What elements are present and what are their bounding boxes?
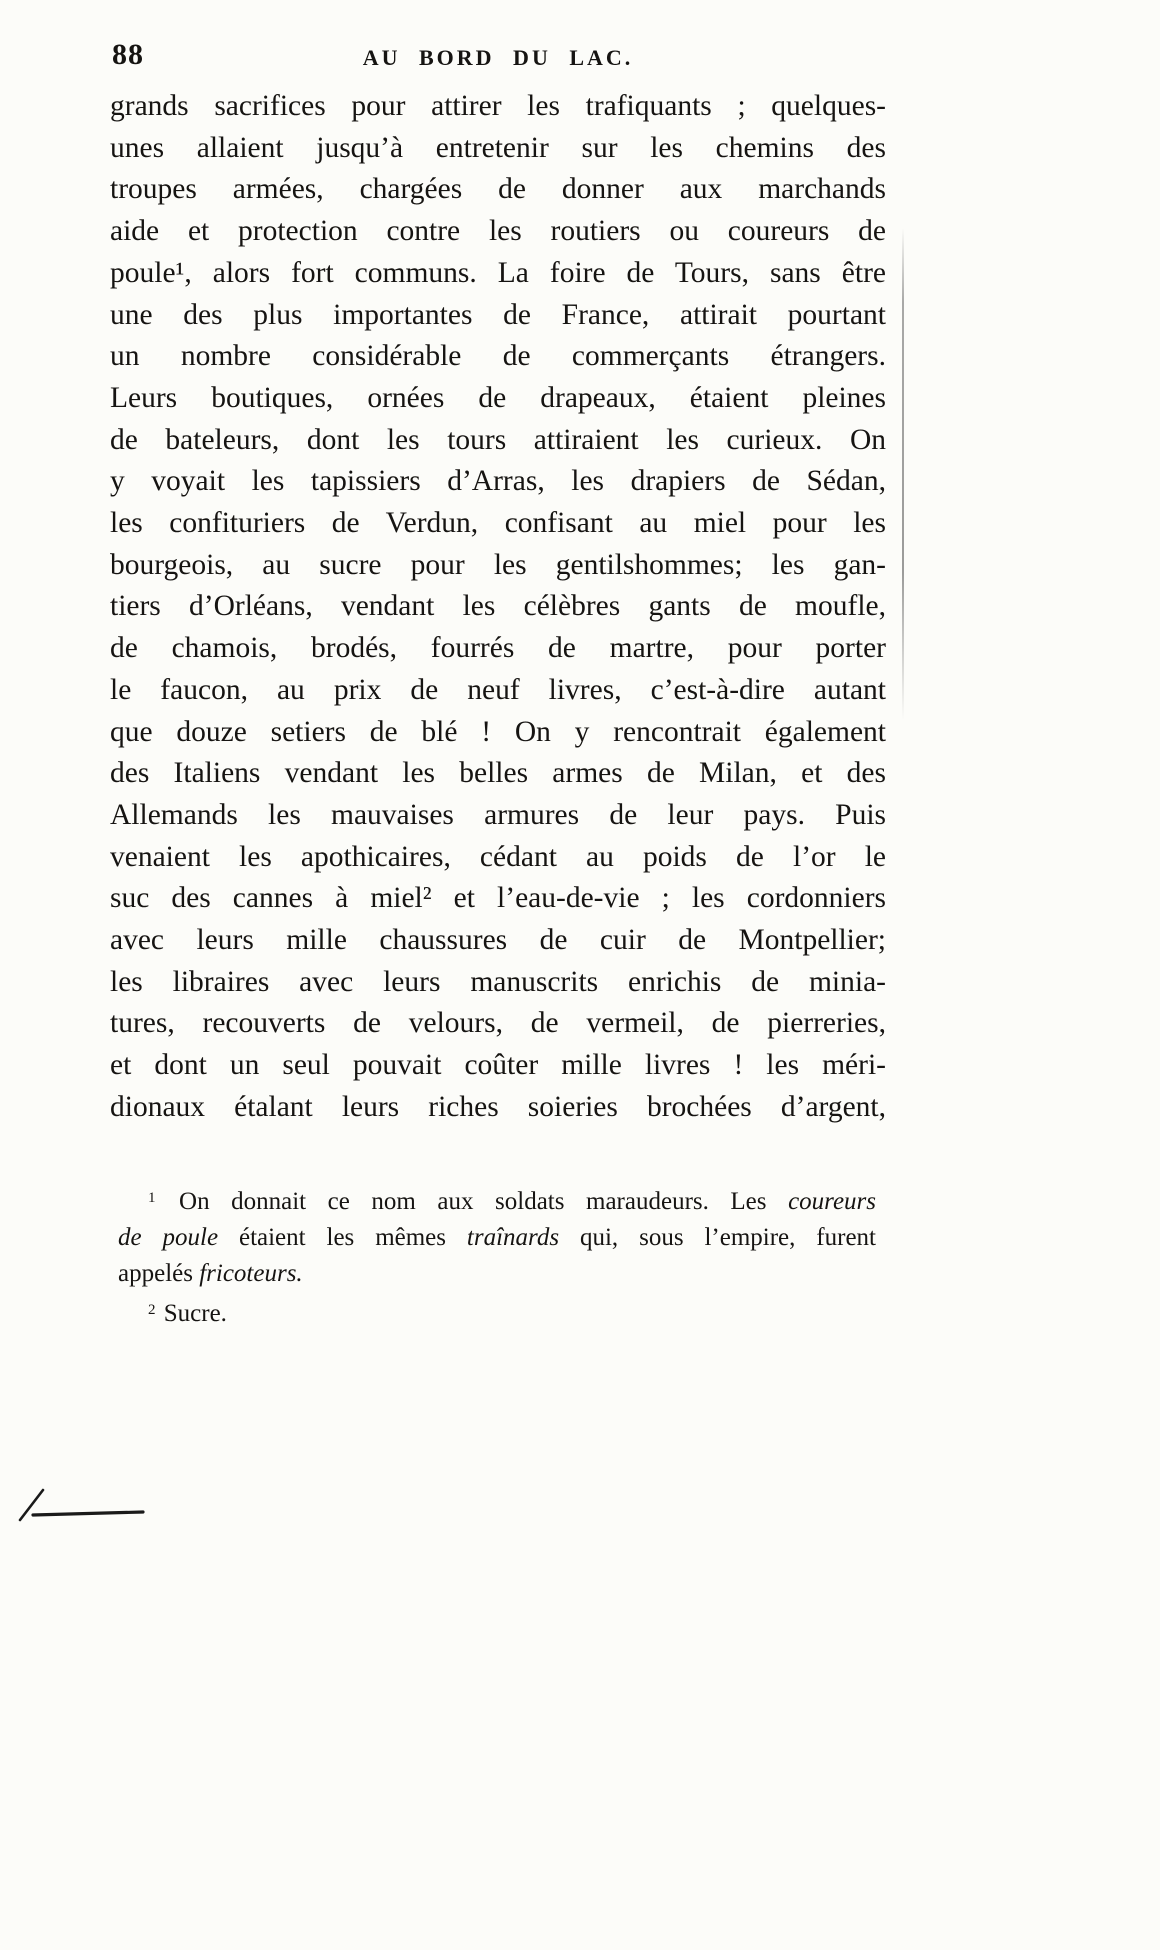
body-line: aide et protection contre les routiers ou coureurs de [110, 215, 886, 248]
body-text [110, 86, 886, 1129]
running-title: AU BORD DU LAC. [362, 45, 634, 70]
footnote-text: On donnait ce nom aux soldats maraudeurs. Les [179, 1188, 789, 1215]
footnote-2 [118, 1292, 876, 1332]
body-line: des Italiens vendant les belles armes de Milan, et des [110, 757, 886, 790]
body-line: venaient les apothicaires, cédant au poids de l’or le [110, 840, 886, 873]
body-line: bourgeois, au sucre pour les gentilshommes; les gan- [110, 548, 886, 581]
footnote-marker: 2 [148, 1302, 158, 1318]
footnote-1-line-3 [118, 1256, 876, 1292]
body-line: troupes armées, chargées de donner aux marchands [110, 173, 886, 206]
footnote-text: Sucre. [163, 1300, 227, 1327]
body-line: que douze setiers de blé ! On y rencontrait également [110, 715, 886, 748]
body-line: dionaux étalant leurs riches soieries brochées d’argent, [110, 1090, 886, 1123]
footnote-text: qui, sous l’empire, furent [559, 1224, 877, 1251]
footnote-text-italic: de poule [118, 1224, 219, 1251]
body-line: tiers d’Orléans, vendant les célèbres gants de moufle, [110, 590, 886, 623]
footnote-1-line-1 [118, 1180, 876, 1220]
body-line: les libraires avec leurs manuscrits enrichis de minia- [110, 965, 886, 998]
footnote-marker: 1 [148, 1190, 158, 1206]
footnote-text: étaient les mêmes [218, 1224, 467, 1251]
body-line: de bateleurs, dont les tours attiraient les curieux. On [110, 423, 886, 456]
body-line: les confituriers de Verdun, confisant au miel pour les [110, 507, 886, 540]
body-line: Allemands les mauvaises armures de leur pays. Puis [110, 798, 886, 831]
footnote-text-italic: fricoteurs. [199, 1260, 303, 1287]
body-line: avec leurs mille chaussures de cuir de Montpellier; [110, 924, 886, 957]
body-line: unes allaient jusqu’à entretenir sur les chemins des [110, 131, 886, 164]
body-line: Leurs boutiques, ornées de drapeaux, étaient pleines [110, 381, 886, 414]
footnote-1-line-2 [118, 1220, 876, 1256]
body-line: y voyait les tapissiers d’Arras, les drapiers de Sédan, [110, 465, 886, 498]
body-line: un nombre considérable de commerçants étrangers. [110, 340, 886, 373]
body-line: de chamois, brodés, fourrés de martre, pour porter [110, 632, 886, 665]
body-line: une des plus importantes de France, attirait pourtant [110, 298, 886, 331]
footnote-text: appelés [118, 1260, 200, 1287]
footnotes [118, 1180, 876, 1332]
body-line: poule¹, alors fort communs. La foire de Tours, sans être [110, 256, 886, 289]
footnote-text-italic: traînards [466, 1224, 560, 1251]
body-line: le faucon, au prix de neuf livres, c’est-à-dire autant [110, 673, 886, 706]
footnote-text-italic: coureurs [788, 1188, 877, 1215]
pen-mark-icon [16, 1474, 166, 1528]
body-line: grands sacrifices pour attirer les trafiquants ; quelques- [110, 90, 886, 122]
body-line: et dont un seul pouvait coûter mille livres ! les méri- [110, 1049, 886, 1082]
body-line: tures, recouverts de velours, de vermeil, de pierreries, [110, 1007, 886, 1040]
scan-artifact-line [902, 228, 904, 720]
body-line: suc des cannes à miel² et l’eau-de-vie ; les cordonniers [110, 882, 886, 915]
page-number: 88 [112, 38, 144, 71]
